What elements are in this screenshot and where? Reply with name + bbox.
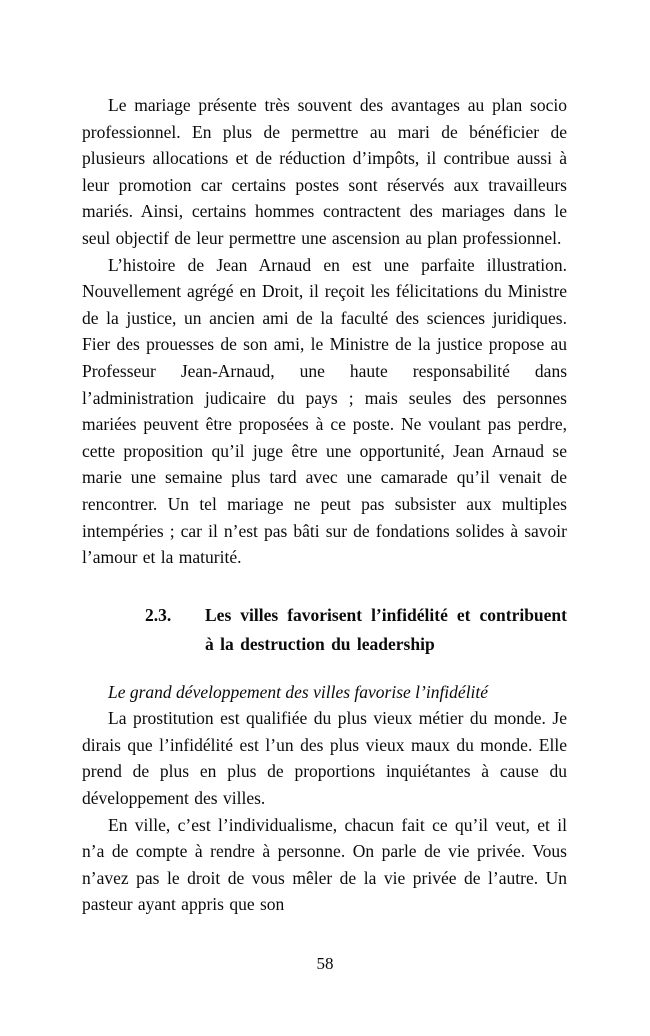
- section-number: 2.3.: [145, 604, 172, 625]
- italic-subheading: Le grand développement des villes favorise l’infidélité: [108, 681, 489, 702]
- paragraph: En ville, c’est l’individualisme, chacun fait ce qu’il veut, et il n’a de compte à rendre à personne. On parle de vie privée. Vous n’avez pas le droit de vous mêler de la vie privée de l’autre. Un pasteur ayant appris que son: [82, 814, 567, 915]
- section-heading-text: Les villes favorisent l’infidélité et contribuent à la destruction du leadership: [205, 604, 567, 654]
- section-heading: [145, 601, 567, 659]
- paragraph: La prostitution est qualifiée du plus vieux métier du monde. Je dirais que l’infidélité est l’un des plus vieux maux du monde. Elle prend de plus en plus de proportions inquiétantes à cause du développement des villes.: [82, 708, 567, 809]
- paragraph: Le mariage présente très souvent des avantages au plan socio professionnel. En plus de permettre au mari de bénéficier de plusieurs allocations et de réduction d’impôts, il contribue aussi à leur promotion car certains postes sont réservés aux travailleurs mariés. Ainsi, certains hommes contractent des mariages dans le seul objectif de leur permettre une ascension au plan professionnel.: [82, 95, 567, 248]
- paragraph: L’histoire de Jean Arnaud en est une parfaite illustration. Nouvellement agrégé en Droit, il reçoit les félicitations du Ministre de la justice, un ancien ami de la faculté des sciences juridiques. Fier des prouesses de son ami, le Ministre de la justice propose au Professeur Jean-Arnaud, une haute responsabilité dans l’administration judicaire du pays ; mais seules des personnes mariées peuvent être proposées à ce poste. Ne voulant pas perdre, cette proposition qu’il juge être une opportunité, Jean Arnaud se marie une semaine plus tard avec une camarade qu’il venait de rencontrer. Un tel mariage ne peut pas subsister aux multiples intempéries ; car il n’est pas bâti sur de fondations solides à savoir l’amour et la maturité.: [82, 254, 567, 568]
- page-number: 58: [316, 954, 334, 973]
